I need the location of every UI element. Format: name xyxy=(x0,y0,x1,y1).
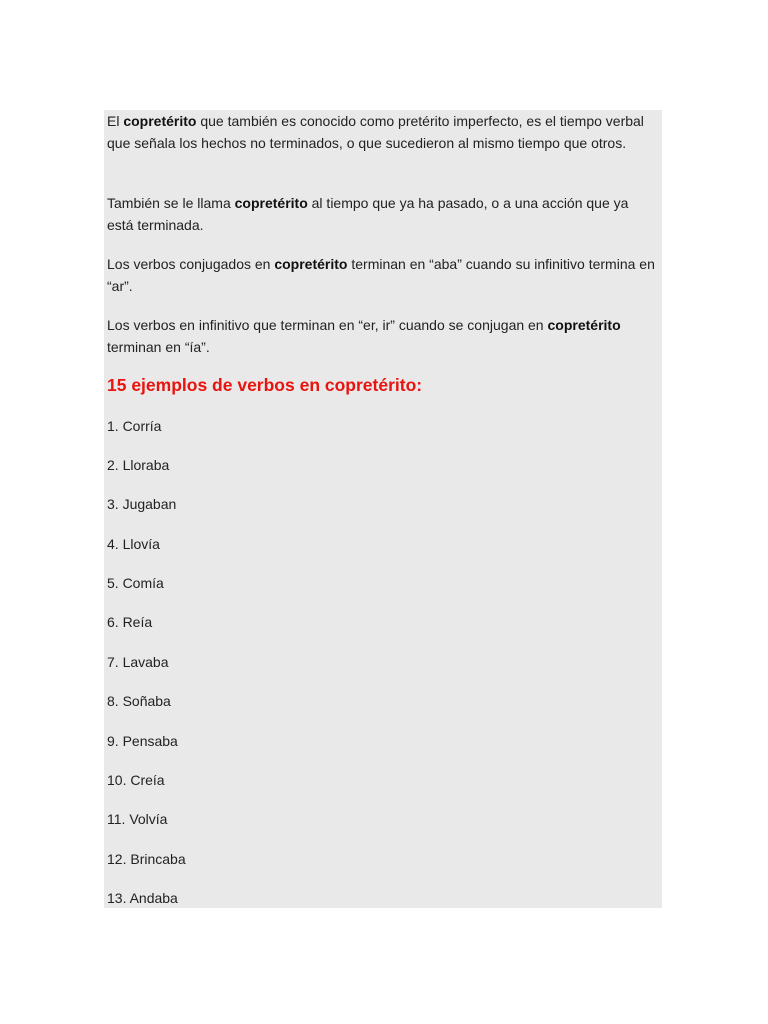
paragraph-text: terminan en “aba” cuando su infinitivo termina en “ar”. xyxy=(107,256,655,294)
paragraph-text: El xyxy=(107,113,124,129)
paragraph-text: Los verbos en infinitivo que terminan en “er, ir” cuando se conjugan en xyxy=(107,317,548,333)
list-item: 13. Andaba xyxy=(107,890,178,906)
bold-term: copretérito xyxy=(547,317,621,333)
list-item: 5. Comía xyxy=(107,575,164,591)
list-item: 2. Lloraba xyxy=(107,457,170,473)
paragraph-definition xyxy=(107,111,655,154)
paragraph-ar-verbs xyxy=(107,254,655,297)
bold-term: copretérito xyxy=(274,256,348,272)
paragraph-text: que también es conocido como pretérito imperfecto, es el tiempo verbal que señala los hechos no terminados, o que sucedieron al mismo tiempo que otros. xyxy=(107,113,644,151)
paragraph-also-called xyxy=(107,193,655,236)
bold-term: copretérito xyxy=(234,195,308,211)
list-item: 11. Volvía xyxy=(107,811,168,827)
list-item: 8. Soñaba xyxy=(107,693,171,709)
paragraph-text: También se le llama xyxy=(107,195,235,211)
paragraph-text: al tiempo que ya ha pasado, o a una acción que ya está terminada. xyxy=(107,195,629,233)
list-item: 10. Creía xyxy=(107,772,165,788)
examples-heading: 15 ejemplos de verbos en copretérito: xyxy=(107,375,423,395)
document-panel xyxy=(104,110,662,908)
list-item: 4. Llovía xyxy=(107,536,160,552)
paragraph-text: Los verbos conjugados en xyxy=(107,256,275,272)
list-item: 9. Pensaba xyxy=(107,733,178,749)
list-item: 7. Lavaba xyxy=(107,654,169,670)
paragraph-text: terminan en “ía”. xyxy=(107,338,210,355)
bold-term: copretérito xyxy=(123,113,197,129)
list-item: 3. Jugaban xyxy=(107,496,177,512)
paragraph-er-ir-verbs xyxy=(107,315,655,358)
list-item: 6. Reía xyxy=(107,614,153,630)
list-item: 12. Brincaba xyxy=(107,851,186,867)
list-item: 1. Corría xyxy=(107,418,162,434)
